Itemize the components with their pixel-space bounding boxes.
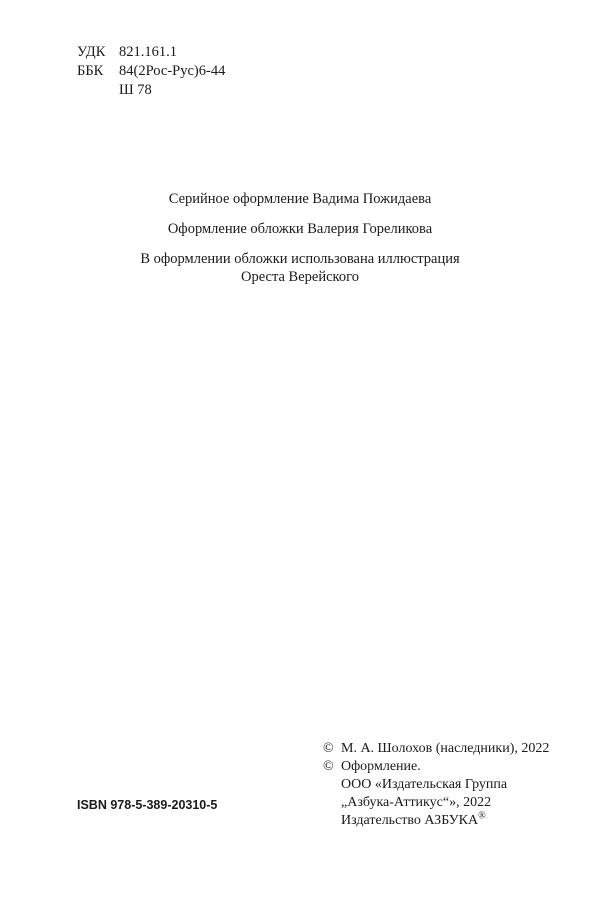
design-label: Оформление. (341, 759, 421, 774)
author-copyright-row (323, 740, 549, 758)
credits-block (0, 190, 600, 286)
series-design-credit: Серийное оформление Вадима Пожидаева (168, 191, 432, 207)
udk-key: УДК (77, 44, 106, 60)
bbk-value: 84(2Рос-Рус)6-44 (119, 63, 226, 79)
publisher-row-1 (323, 776, 549, 794)
illustration-credit-line-2: Ореста Верейского (241, 269, 359, 285)
imprint-row (323, 812, 549, 830)
design-copyright-row (323, 758, 549, 776)
author-rights: М. А. Шолохов (наследники), 2022 (341, 741, 550, 756)
author-mark: Ш 78 (119, 82, 152, 98)
publisher-line-1: ООО «Издательская Группа (341, 777, 508, 792)
udk-value: 821.161.1 (119, 44, 177, 60)
registered-mark-icon: ® (478, 810, 486, 822)
copyright-icon: © (323, 741, 334, 756)
publisher-line-2: „Азбука-Аттикус“», 2022 (341, 795, 492, 810)
illustration-credit-line-1: В оформлении обложки использована иллюстрация (140, 251, 460, 267)
imprint-text: Издательство АЗБУКА (341, 813, 479, 828)
cover-design-credit: Оформление обложки Валерия Гореликова (167, 221, 433, 237)
copyright-block (323, 740, 549, 830)
isbn: ISBN 978-5-389-20310-5 (77, 798, 218, 812)
bbk-row (77, 62, 225, 81)
udk-row (77, 43, 225, 62)
author-mark-row (77, 81, 225, 100)
publisher-row-2 (323, 794, 549, 812)
classification-block (77, 43, 225, 100)
copyright-icon: © (323, 759, 334, 774)
imprint-name (341, 812, 486, 830)
bbk-key: ББК (77, 63, 104, 79)
